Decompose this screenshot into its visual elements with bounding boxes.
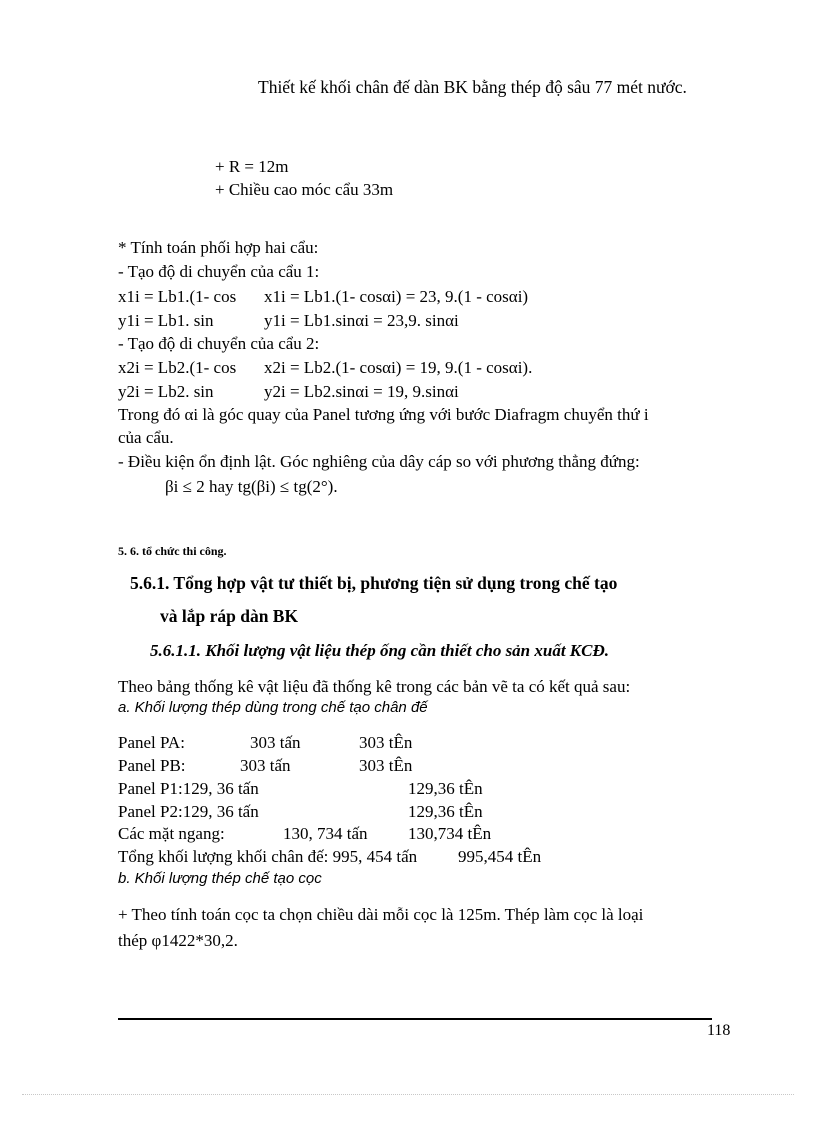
- intro-paragraph: Theo bảng thống kê vật liệu đã thống kê trong các bản vẽ ta có kết quả sau:: [118, 677, 631, 696]
- table-cell-label: Panel PA:: [118, 733, 185, 752]
- section-5-6-1-1-heading: 5.6.1.1. Khối lượng vật liệu thép ống cần thiết cho sản xuất KCĐ.: [150, 641, 610, 660]
- table-cell-value-alt: 995,454 tÊn: [458, 847, 542, 866]
- crane2-label: - Tạo độ di chuyển của cẩu 2:: [118, 334, 320, 353]
- formula-x2-full: x2i = Lb2.(1- cosαi) = 19, 9.(1 - cosαi).: [264, 358, 533, 377]
- table-cell-label: Panel P2:129, 36 tấn: [118, 802, 259, 821]
- formula-x1-cut: x1i = Lb1.(1- cos: [118, 287, 237, 306]
- crane-spec-hook-height: + Chiều cao móc cẩu 33m: [215, 180, 394, 199]
- footer-rule: [118, 1018, 712, 1020]
- table-row: [118, 779, 578, 799]
- table-row-total: [118, 847, 578, 867]
- formula-x2-cut: x2i = Lb2.(1- cos: [118, 358, 237, 377]
- pile-paragraph-line-1: + Theo tính toán cọc ta chọn chiều dài mỗi cọc là 125m. Thép làm cọc là loại: [118, 905, 644, 924]
- table-row: [118, 824, 578, 844]
- page-number: 118: [707, 1022, 731, 1039]
- table-cell-value: 303 tấn: [250, 733, 301, 752]
- table-cell-value-alt: 130,734 tÊn: [408, 824, 492, 843]
- note-line-2: của cẩu.: [118, 428, 174, 447]
- formula-y1: [118, 311, 578, 331]
- table-cell-label: Panel P1:129, 36 tấn: [118, 779, 259, 798]
- formula-y1-full: y1i = Lb1.sinαi = 23,9. sinαi: [264, 311, 459, 330]
- table-cell-label: Các mặt ngang:: [118, 824, 225, 843]
- table-cell-value: 303 tấn: [240, 756, 291, 775]
- formula-y2-cut: y2i = Lb2. sin: [118, 382, 214, 401]
- table-cell-label: Panel PB:: [118, 756, 186, 775]
- table-cell-value-alt: 303 tÊn: [359, 733, 413, 752]
- table-cell-value-alt: 303 tÊn: [359, 756, 413, 775]
- table-row: [118, 733, 578, 753]
- formula-x1-full: x1i = Lb1.(1- cosαi) = 23, 9.(1 - cosαi): [264, 287, 529, 306]
- table-cell-value-alt: 129,36 tÊn: [408, 779, 483, 798]
- subheading-b: b. Khối lượng thép chế tạo cọc: [118, 870, 322, 887]
- table-cell-label: Tổng khối lượng khối chân đế: 995, 454 tấn: [118, 847, 418, 866]
- table-cell-value: 130, 734 tấn: [283, 824, 368, 843]
- steel-quantity-table: [118, 733, 578, 873]
- table-cell-value-alt: 129,36 tÊn: [408, 802, 483, 821]
- formula-x1: [118, 287, 578, 307]
- note-line-1: Trong đó αi là góc quay của Panel tương ứng với bước Diafragm chuyển thứ i: [118, 405, 649, 424]
- formula-y1-cut: y1i = Lb1. sin: [118, 311, 214, 330]
- stability-condition: - Điều kiện ổn định lật. Góc nghiêng của dây cáp so với phương thẳng đứng:: [118, 452, 640, 471]
- crane-spec-radius: + R = 12m: [215, 157, 289, 176]
- subheading-a: a. Khối lượng thép dùng trong chế tạo chân đế: [118, 699, 428, 716]
- section-5-6-1-heading-cont: và lắp ráp dàn BK: [160, 606, 299, 626]
- pile-paragraph-line-2: thép φ1422*30,2.: [118, 931, 238, 950]
- stability-formula: βi ≤ 2 hay tg(βi) ≤ tg(2°).: [165, 477, 338, 496]
- table-row: [118, 802, 578, 822]
- section-5-6-heading: 5. 6. tổ chức thi công.: [118, 544, 227, 558]
- formula-y2: [118, 382, 578, 402]
- table-row: [118, 756, 578, 776]
- formula-x2: [118, 358, 578, 378]
- bottom-dotted-rule: [22, 1094, 794, 1095]
- section-5-6-1-heading: 5.6.1. Tổng hợp vật tư thiết bị, phương tiện sử dụng trong chế tạo: [130, 573, 618, 593]
- formula-y2-full: y2i = Lb2.sinαi = 19, 9.sinαi: [264, 382, 459, 401]
- calc-heading: * Tính toán phối hợp hai cẩu:: [118, 238, 319, 257]
- crane1-label: - Tạo độ di chuyển của cẩu 1:: [118, 262, 320, 281]
- running-header: Thiết kế khối chân đế dàn BK bằng thép độ sâu 77 mét nước.: [258, 77, 687, 97]
